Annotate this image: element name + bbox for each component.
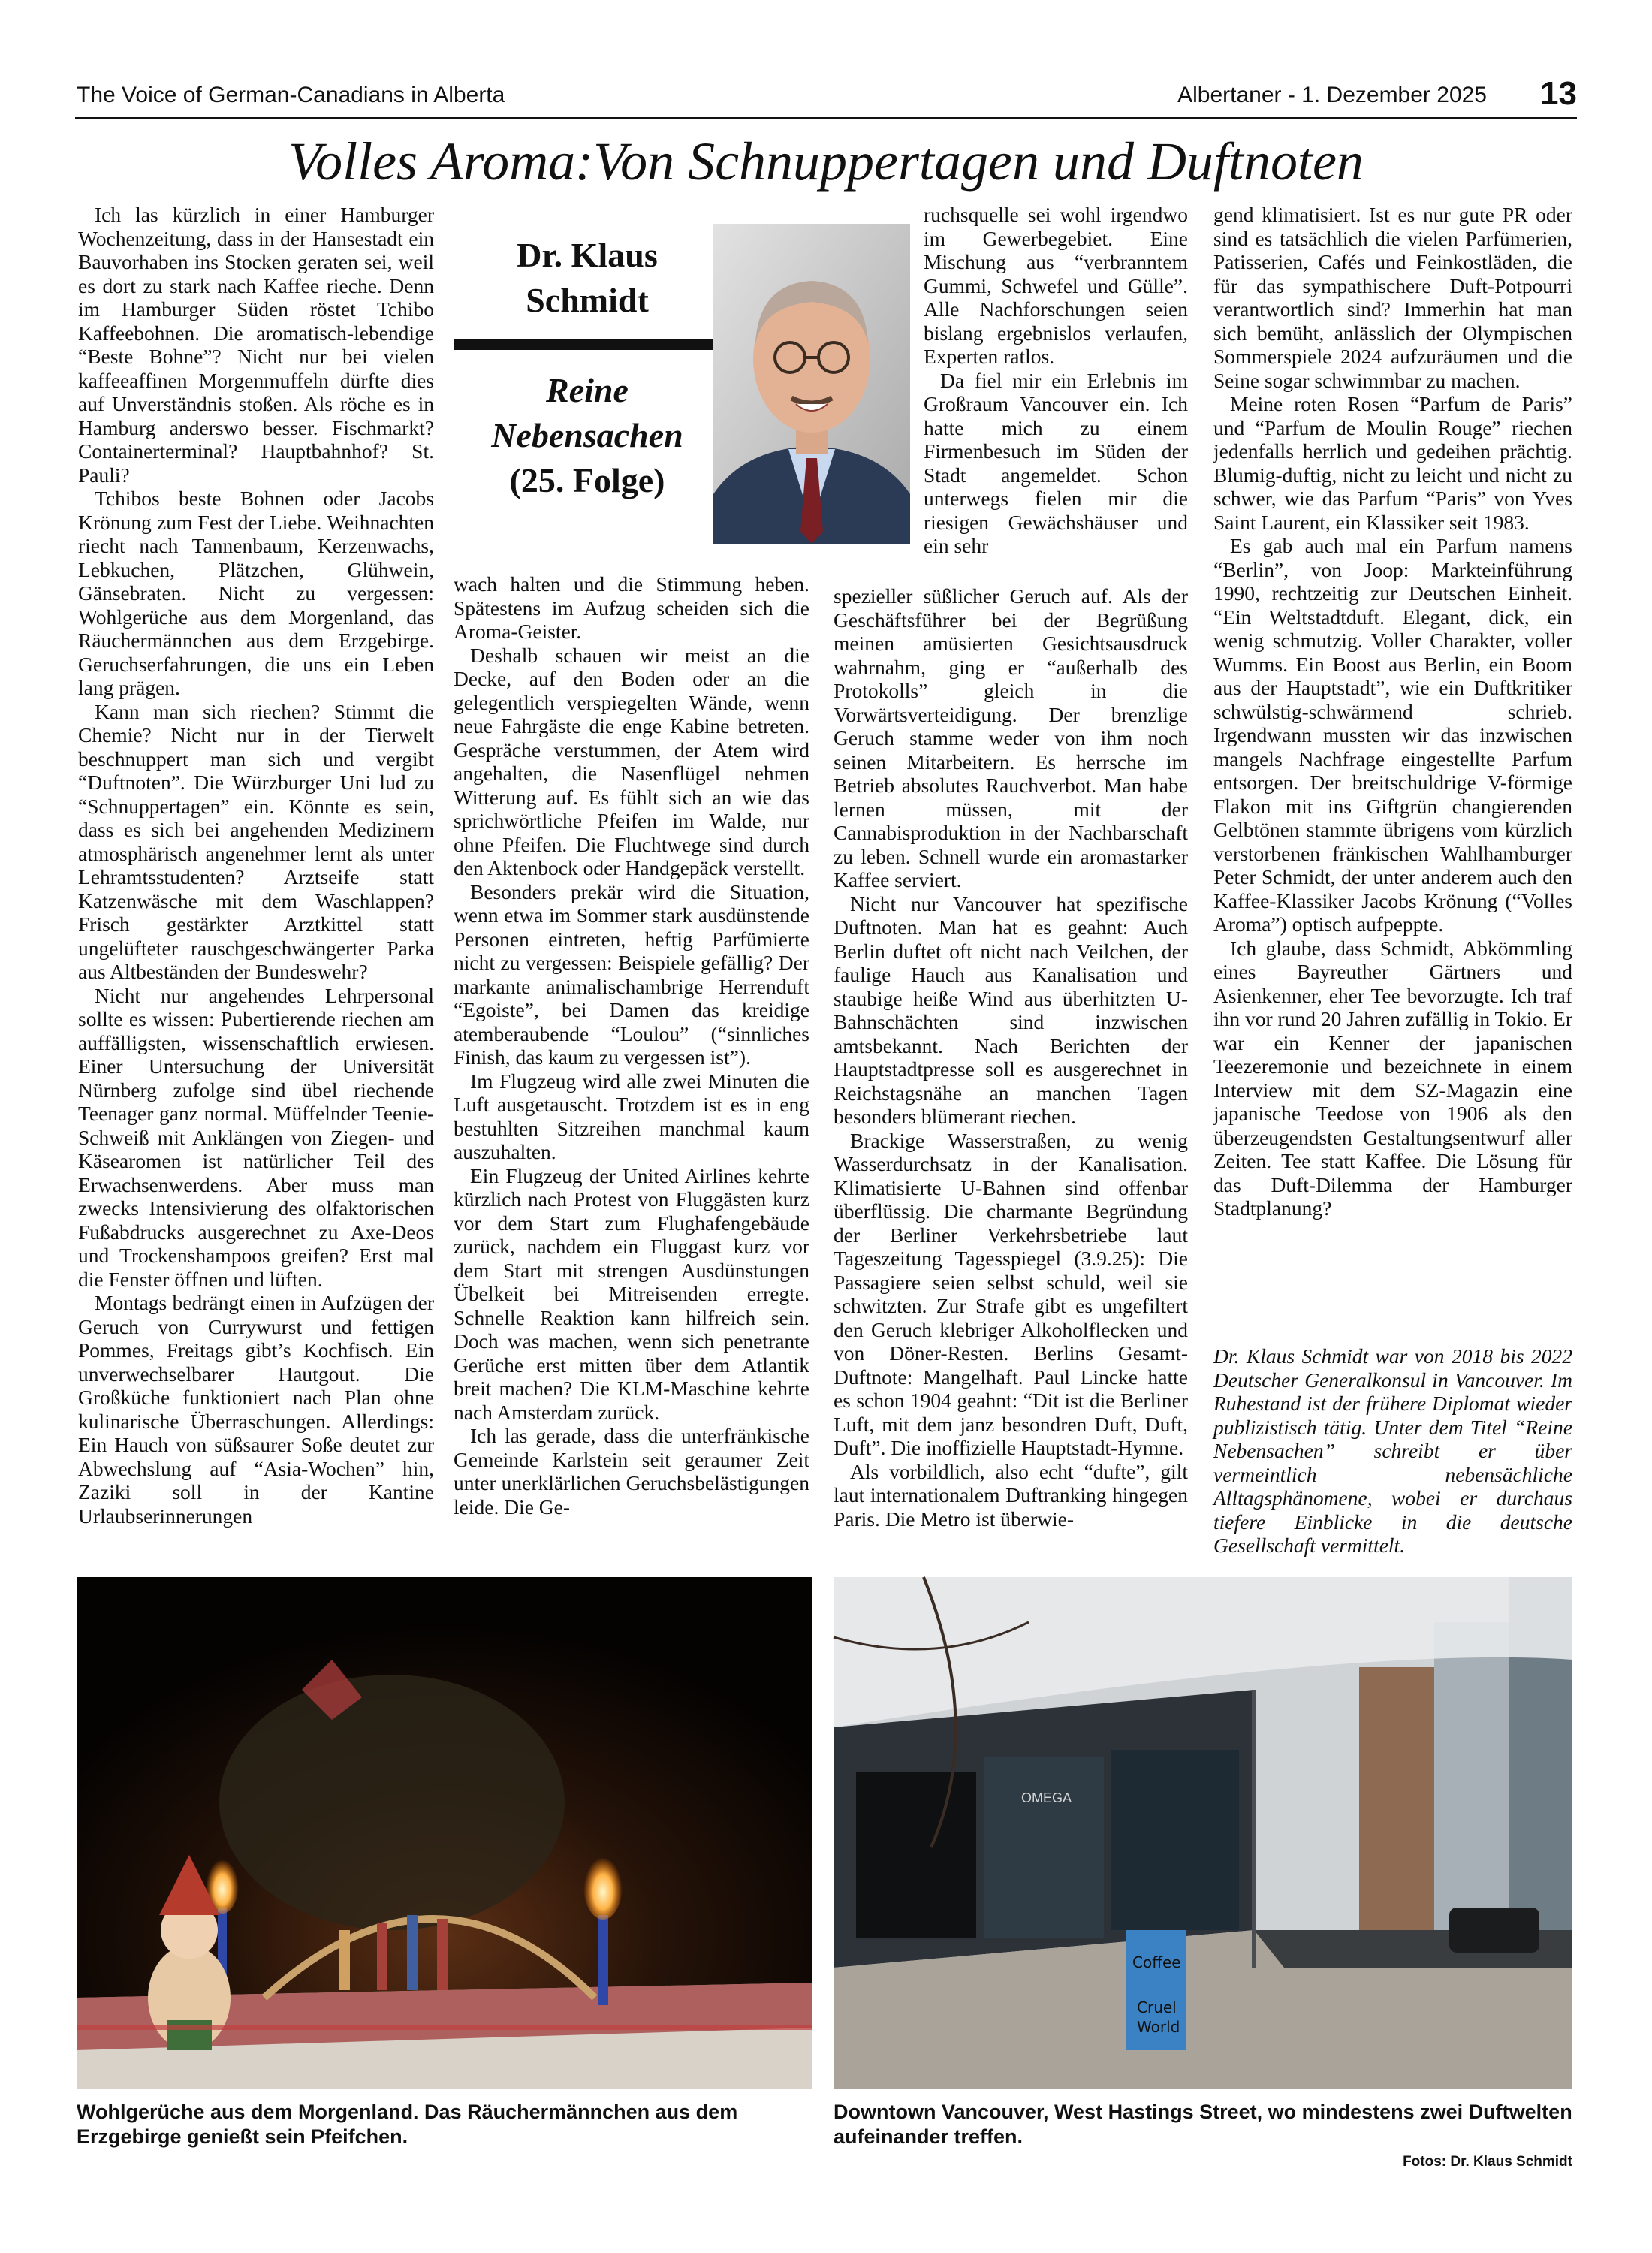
photo-credit: Fotos: Dr. Klaus Schmidt — [1403, 2154, 1572, 2170]
paragraph: Ein Flugzeug der United Airlines kehrte kürzlich nach Protest von Fluggästen kurz vor dem Start zum Flughafengebäude zurück, nachdem ein Fluggast kurz vor dem Start mit strengen Ausdünstungen Übelkeit bei Mitreisenden erregte. Schnelle Reaktion kann hilfreich sein. Doch was machen, wenn sich penetrante Gerüche erst mitten über dem Atlantik breit machen? Die KLM-Maschine kehrte nach Amsterdam zurück. — [454, 1163, 809, 1424]
sign-coffee: Coffee — [1132, 1953, 1181, 1971]
paragraph: wach halten und die Stimmung heben. Spätestens im Aufzug scheiden sich die Aroma-Geister. — [454, 572, 809, 643]
shop-sign: OMEGA — [1021, 1790, 1072, 1805]
paragraph: gend klimatisiert. Ist es nur gute PR oder sind es tatsächlich die vielen Parfümerien, Patisserien, Cafés und Feinkostläden, die für das sympathischere Duft-Potpourri verantwortlich sind? Immerhin hat man sich bemüht, anlässlich der Olympischen Sommerspiele 2024 aufzuräumen und die Seine sogar schwimmbar zu machen. — [1213, 203, 1572, 392]
article-column-1 — [78, 203, 434, 1555]
article-column-2 — [454, 572, 809, 1556]
photo-vancouver-street — [834, 1577, 1572, 2089]
article-column-4 — [1213, 203, 1572, 1220]
article-column-3-top — [924, 203, 1188, 583]
photo-incense-smoker — [77, 1577, 812, 2089]
paragraph: Besonders prekär wird die Situation, wenn etwa im Sommer stark ausdünstende Personen eintreten, heftig Parfümierte nicht zu vergessen: Beispiele gefällig? Der markante animalischambrige Herrenduft “Egoiste”, bei Damen das kreidige atemberaubende “Loulou” (“sinnliches Finish, das kaum zu vergessen ist”). — [454, 879, 809, 1069]
publication-name: The Voice of German-Canadians in Alberta — [77, 83, 505, 107]
paragraph: Ich glaube, dass Schmidt, Abkömmling eines Bayreuther Gärtners und Asienkenner, eher Tee bevorzugte. Ich traf ihn vor rund 20 Jahren zufällig in Tokio. Er war ein Kenner der japanischen Teezeremonie und bezeichnete in einem Interview mit dem SZ-Magazin eine japanische Teedose von 1906 als den überzeugendsten Gestaltungsentwurf aller Zeiten. Tee statt Kaffee. Die Lösung für das Duft-Dilemma der Hamburger Stadtplanung? — [1213, 936, 1572, 1220]
author-portrait — [713, 224, 910, 544]
portrait-icon — [713, 224, 910, 544]
paragraph: Nicht nur Vancouver hat spezifische Duftnoten. Man hat es geahnt: Auch Berlin duftet oft nicht nach Veilchen, der faulige Hauch aus Kanalisation und staubige heiße Wind aus überhitzten U-Bahnschächten sind inzwischen amtsbekannt. Nach Berichten der Hauptstadtpresse soll es ausgerechnet in Reichstagsnähe an manchen Tagen besonders blümerant riechen. — [834, 891, 1188, 1128]
photo-caption-left: Wohlgerüche aus dem Morgenland. Das Räuchermännchen aus dem Erzgebirge genießt sein Pfeifchen. — [77, 2101, 738, 2148]
header-rule — [75, 117, 1577, 119]
paragraph: Kann man sich riechen? Stimmt die Chemie? Nicht nur in der Tierwelt beschnuppert man sich und vergibt “Duftnoten”. Die Würzburger Uni lud zu “Schnuppertagen” ein. Könnte es sein, dass es sich bei angehenden Medizinern atmosphärisch angenehmer lernt als unter Lehramtsstudenten? Arztseife statt Katzenwäsche mit dem Waschlappen? Frisch gestärkter Arztkittel statt ungelüfteter rauschgeschwängerter Parka aus Altbeständen der Bundeswehr? — [78, 699, 434, 983]
paragraph: Ich las kürzlich in einer Hamburger Wochenzeitung, dass in der Hansestadt ein Bauvorhaben ins Stocken geraten sei, weil es dort zu stark nach Kaffee rieche. Denn im Hamburger Süden röstet Tchibo Kaffeebohnen. Die aromatisch-lebendige “Beste Bohne”? Nicht nur bei vielen kaffeeaffinen Morgenmuffeln dürfte dies auf Unverständnis stoßen. Als röche es in Hamburg anderswo besser. Fischmarkt? Containerterminal? Hauptbahnhof? St. Pauli? — [78, 203, 434, 487]
page-number: 13 — [1540, 75, 1577, 112]
author-bio: Dr. Klaus Schmidt war von 2018 bis 2022 Deutscher Generalkonsul in Vancouver. Im Ruhestand ist der frühere Diplomat wieder publizistisch tätig. Unter dem Titel “Reine Nebensachen” schreibt er über vermeintlich nebensächliche Alltagsphänomene, wobei er durchaus tiefere Einblicke in die deutsche Gesellschaft vermittelt. — [1213, 1344, 1572, 1557]
paragraph: Meine roten Rosen “Parfum de Paris” und “Parfum de Moulin Rouge” riechen jedenfalls herrlich und gedeihen prächtig. Blumig-duftig, nicht zu leicht und nicht zu schwer, wie das Parfum “Paris” von Yves Saint Laurent, ein Klassiker seit 1983. — [1213, 392, 1572, 534]
photo-caption-right: Downtown Vancouver, West Hastings Street, wo mindestens zwei Duftwelten aufeinander treffen. — [834, 2101, 1572, 2148]
paragraph: Ich las gerade, dass die unterfränkische Gemeinde Karlstein seit geraumer Zeit unter unerklärlichen Geruchsbelästigungen leide. Die Ge- — [454, 1424, 809, 1519]
paragraph: Im Flugzeug wird alle zwei Minuten die Luft ausgetauscht. Trotzdem ist es in eng bestuhlten Sitzreihen manchmal kaum auszuhalten. — [454, 1069, 809, 1163]
issue-date: Albertaner - 1. Dezember 2025 — [1177, 83, 1487, 107]
paragraph: Deshalb schauen wir meist an die Decke, auf den Boden oder an die gelegentlich verspiegelten Wände, wenn neue Fahrgäste die enge Kabine betreten. Gespräche verstummen, der Atem wird angehalten, die Nasenflügel nehmen Witterung auf. Es fühlt sich an wie das sprichwörtliche Pfeifen im Walde, nur ohne Pfeifen. Die Fluchtwege sind durch den Aktenbock oder Handgepäck verstellt. — [454, 643, 809, 879]
series-title-block — [454, 368, 721, 503]
vancouver-street-photo — [834, 1577, 1572, 2089]
incense-smoker-photo — [77, 1577, 812, 2089]
author-name: Dr. Klaus Schmidt — [517, 236, 658, 319]
paragraph: Tchibos beste Bohnen oder Jacobs Krönung zum Fest der Liebe. Weihnachten riecht nach Tannenbaum, Kerzenwachs, Lebkuchen, Plätzchen, Glühwein, Gänsebraten. Nicht zu vergessen: Wohlgerüche aus dem Morgenland, das Räuchermännchen aus dem Erzgebirge. Geruchserfahrungen, die uns ein Leben lang prägen. — [78, 487, 434, 699]
series-title: Reine Nebensachen — [491, 371, 683, 454]
paragraph: Montags bedrängt einen in Aufzügen der Geruch von Currywurst und fettigen Pommes, Freitags gibt’s Kochfisch. Ein unverwechselbarer Hautgout. Die Großküche funktioniert nach Plan ohne kulinarische Überraschungen. Allerdings: Ein Hauch von süßsaurer Soße deutet zur Abwechslung auf “Asia-Wochen” hin, Zaziki soll in der Kantine Urlaubserinnerungen — [78, 1291, 434, 1528]
series-number: (25. Folge) — [509, 461, 665, 499]
paragraph: ruchsquelle sei wohl irgendwo im Gewerbegebiet. Eine Mischung aus “verbranntem Gummi, Schwefel und Gülle”. Alle Nachforschungen seien bislang ergebnislos verlaufen, Experten ratlos. — [924, 203, 1188, 368]
sign-world: World — [1137, 2018, 1180, 2036]
article-headline: Volles Aroma:Von Schnuppertagen und Duftnoten — [288, 131, 1364, 192]
article-column-3 — [834, 584, 1188, 1558]
paragraph: Brackige Wasserstraßen, zu wenig Wasserdurchsatz in der Kanalisation. Klimatisierte U-Bahnen sind offenbar überflüssig. Die charmante Begründung der Berliner Verkehrsbetriebe laut Tageszeitung Tagesspiegel (3.9.25): Die Passagiere seien selbst schuld, weil sie schwitzten. Zur Strafe gibt es ungefiltert den Geruch klebriger Alkoholflecken und von Döner-Resten. Berlins Gesamt-Duftnote: Mangelhaft. Paul Lincke hatte es schon 1904 geahnt: “Dit ist die Berliner Luft, mit dem janz besondren Duft, Duft, Duft”. Die inoffizielle Hauptstadt-Hymne. — [834, 1128, 1188, 1459]
paragraph: spezieller süßlicher Geruch auf. Als der Geschäftsführer bei der Begrüßung meinen amüsierten Gesichtsausdruck wahrnahm, ging er “außerhalb des Protokolls” gleich in die Vorwärtsverteidigung. Der brenzlige Geruch stamme weder von ihm noch seinen Mitarbeitern. Es herrsche im Betrieb absolutes Rauchverbot. Man habe lernen müssen, mit der Cannabisproduktion in der Nachbarschaft zu leben. Schnell wurde ein aromastarker Kaffee serviert. — [834, 584, 1188, 891]
paragraph: Es gab auch mal ein Parfum namens “Berlin”, von Joop: Markteinführung 1990, rechtzeitig zur Deutschen Einheit. “Ein Weltstadtduft. Elegant, dick, ein wenig schmutzig. Voller Charakter, voller Wumms. Ein Boost aus Berlin, ein Boom aus der Hauptstadt”, wie ein Duftkritiker schwülstig-schwärmend schrieb. Irgendwann mussten wir das inzwischen mangels Nachfrage eingestellte Parfum entsorgen. Der breitschuldrige V-förmige Flakon mit ins Giftgrün changierenden Gelbtönen stammte übrigens vom kürzlich verstorbenen fränkischen Wahlhamburger Peter Schmidt, der unter anderem auch den Kaffee-Klassiker Jacobs Krönung (“Volles Aroma”) optisch aufpeppte. — [1213, 534, 1572, 936]
author-divider — [454, 339, 739, 350]
paragraph: Als vorbildlich, also echt “dufte”, gilt laut internationalem Duftranking hingegen Paris. Die Metro ist überwie- — [834, 1459, 1188, 1531]
sign-cruel: Cruel — [1137, 1998, 1177, 2016]
paragraph: Da fiel mir ein Erlebnis im Großraum Vancouver ein. Ich hatte mich zu einem Firmenbesuch im Süden der Stadt angemeldet. Schon unterwegs fielen mir die riesigen Gewächshäuser und ein sehr — [924, 368, 1188, 557]
paragraph: Nicht nur angehendes Lehrpersonal sollte es wissen: Pubertierende riechen am auffälligsten, wissenschaftlich erwiesen. Einer Untersuchung der Universität Nürnberg zufolge sind übel riechende Teenager ganz normal. Müffelnder Teenie-Schweiß mit Anklängen von Ziegen- und Käsearomen ist natürlicher Teil des Erwachsenwerdens. Aber muss man zwecks Intensivierung des olfaktorischen Fußabdrucks ausgerechnet zu Axe-Deos und Trockenshampoos greifen? Erst mal die Fenster öffnen und lüften. — [78, 983, 434, 1291]
